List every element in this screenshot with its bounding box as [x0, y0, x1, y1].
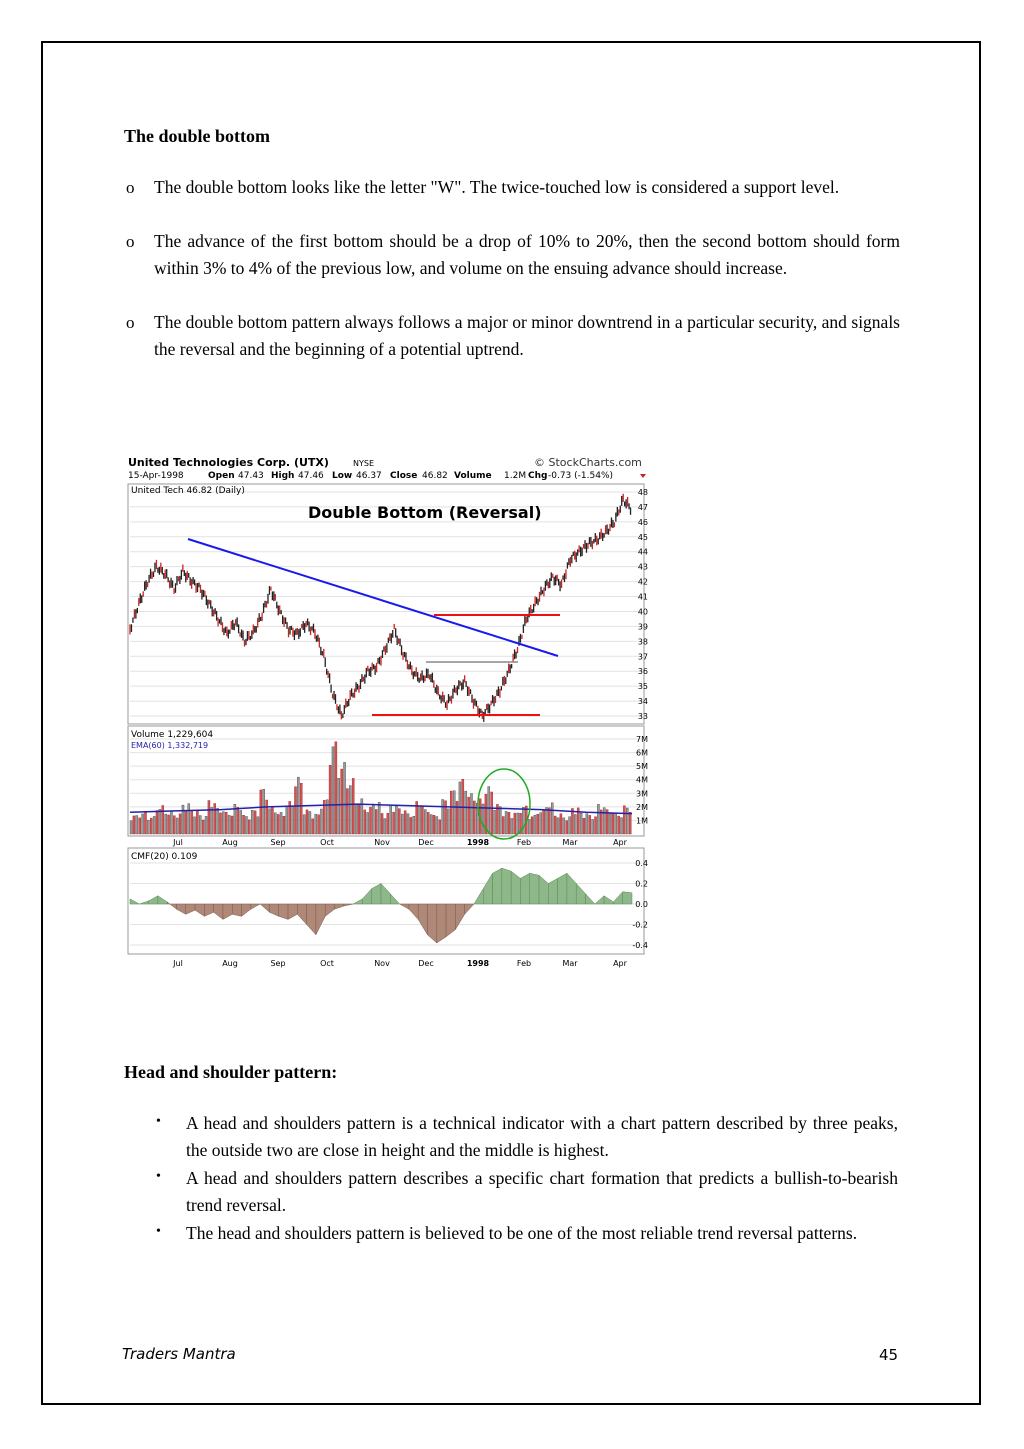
volume-bar: [574, 814, 576, 834]
price-tick-label: 36: [637, 667, 648, 677]
volume-bar: [165, 814, 167, 834]
cmf-area-segment: [232, 904, 241, 916]
pattern-title: Double Bottom (Reversal): [308, 503, 542, 522]
volume-bar: [277, 814, 279, 834]
volume-bar: [243, 815, 245, 834]
page-number: 45: [879, 1346, 899, 1364]
cmf-area-segment: [437, 904, 446, 943]
x-tick-label: Jul: [173, 838, 183, 847]
volume-bar: [338, 778, 340, 834]
chg-value: -0.73 (-1.54%): [548, 471, 614, 481]
volume-bar: [191, 811, 193, 834]
volume-bar: [335, 742, 337, 834]
volume-bar: [499, 807, 501, 834]
volume-bar: [502, 817, 504, 834]
volume-tick-label: 4M: [636, 775, 648, 785]
volume-bar: [263, 789, 265, 834]
cmf-tick-label: 0.0: [635, 900, 648, 909]
volume-bar: [144, 813, 146, 834]
volume-bar: [294, 787, 296, 834]
volume-bar: [439, 820, 441, 834]
volume-bar: [488, 787, 490, 834]
low-value: 46.37: [356, 471, 382, 481]
volume-bar: [254, 811, 256, 834]
low-label: Low: [332, 471, 353, 481]
volume-bar: [626, 808, 628, 834]
volume-bar: [349, 786, 351, 834]
x-tick-label: Nov: [374, 838, 390, 847]
price-tick-label: 39: [637, 622, 648, 632]
bullet-marker: •: [156, 1114, 161, 1129]
volume-bar: [185, 811, 187, 834]
price-tick-label: 44: [637, 547, 648, 557]
volume-bar: [543, 810, 545, 834]
paragraph: The advance of the first bottom should be a drop of 10% to 20%, then the second bottom should form within 3% to 4% of the previous low, and volume on the ensuing advance should increase.: [154, 231, 900, 278]
chg-label: Chg: [528, 471, 548, 481]
x-tick-label: Aug: [222, 838, 238, 847]
volume-tick-label: 3M: [636, 789, 648, 799]
close-value: 46.82: [422, 471, 448, 481]
volume-bar: [341, 769, 343, 834]
volume-tick-label: 6M: [636, 748, 648, 758]
volume-bar: [257, 817, 259, 834]
cmf-area-segment: [530, 873, 539, 904]
volume-bar: [318, 815, 320, 834]
volume-bar: [609, 813, 611, 834]
cmf-tick-label: 0.4: [635, 859, 648, 868]
volume-bar: [571, 808, 573, 834]
volume-bar: [343, 762, 345, 834]
volume-bar: [237, 807, 239, 834]
price-tick-label: 48: [637, 488, 648, 497]
volume-bar: [537, 814, 539, 834]
paragraph: A head and shoulders pattern is a technical indicator with a chart pattern described by three peaks, the outside two are close in height and the middle is highest.: [186, 1113, 898, 1160]
chart-exchange: NYSE: [353, 459, 375, 468]
price-tick-label: 43: [637, 562, 648, 572]
volume-bar: [217, 808, 219, 834]
high-label: High: [271, 471, 295, 481]
volume-tick-label: 1M: [636, 816, 648, 826]
volume-bar: [390, 805, 392, 834]
x-tick-label: Dec: [418, 838, 434, 847]
stock-chart-svg: [126, 452, 650, 972]
cmf-area-segment: [520, 873, 529, 904]
x-tick-label: 1998: [466, 838, 490, 847]
volume-bar: [156, 811, 158, 834]
bullet-marker: •: [156, 1224, 161, 1239]
volume-bar: [387, 813, 389, 834]
volume-bar: [378, 802, 380, 834]
volume-bar: [193, 817, 195, 834]
bullet-marker: •: [156, 1169, 161, 1184]
volume-bar: [629, 812, 631, 834]
volume-bar: [199, 816, 201, 834]
volume-legend: Volume 1,229,604: [131, 730, 214, 740]
volume-bar: [540, 813, 542, 834]
volume-bar: [271, 807, 273, 834]
volume-bar: [219, 813, 221, 834]
volume-bar: [222, 812, 224, 834]
paragraph: A head and shoulders pattern describes a specific chart formation that predicts a bullish-to-bearish trend reversal.: [186, 1168, 898, 1215]
high-value: 47.46: [298, 471, 324, 481]
volume-bar: [623, 806, 625, 834]
volume-bar: [179, 814, 181, 834]
x-tick-label: Dec: [418, 959, 434, 968]
volume-bar: [283, 816, 285, 834]
paragraph: The double bottom pattern always follows a major or minor downtrend in a particular security, and signals the reversal and the beginning of a potential uptrend.: [154, 312, 900, 359]
volume-bar: [173, 816, 175, 834]
volume-bar: [205, 816, 207, 834]
price-tick-label: 38: [637, 637, 648, 647]
volume-bar: [407, 814, 409, 834]
volume-bar: [260, 790, 262, 834]
volume-bar: [176, 818, 178, 834]
volume-bar: [583, 818, 585, 834]
close-label: Close: [390, 471, 418, 481]
volume-bar: [393, 812, 395, 834]
volume-bar: [600, 810, 602, 834]
volume-bar: [306, 810, 308, 834]
volume-bar: [346, 789, 348, 834]
volume-bar: [384, 819, 386, 834]
volume-bar: [292, 806, 294, 834]
volume-bar: [586, 814, 588, 834]
volume-value: 1.2M: [504, 471, 527, 481]
price-tick-label: 46: [637, 517, 648, 527]
volume-bar: [274, 813, 276, 834]
volume-bar: [312, 819, 314, 834]
price-tick-label: 41: [637, 592, 648, 602]
volume-bar: [367, 812, 369, 834]
volume-bar: [320, 809, 322, 834]
volume-bar: [465, 791, 467, 834]
volume-bar: [531, 817, 533, 834]
volume-bar: [202, 820, 204, 834]
volume-bar: [456, 801, 458, 834]
open-label: Open: [208, 471, 235, 481]
volume-bar: [618, 816, 620, 834]
volume-bar: [372, 804, 374, 834]
volume-bar: [615, 814, 617, 834]
volume-bar: [554, 816, 556, 834]
cmf-area-segment: [502, 868, 511, 904]
cmf-legend: CMF(20) 0.109: [131, 852, 198, 862]
volume-bar: [168, 815, 170, 834]
volume-bar: [603, 808, 605, 834]
price-tick-label: 37: [637, 652, 648, 662]
volume-bar: [133, 816, 135, 834]
price-tick-label: 34: [637, 697, 648, 707]
volume-bar: [511, 818, 513, 834]
volume-bar: [424, 810, 426, 834]
volume-bar: [358, 805, 360, 834]
volume-bar: [182, 805, 184, 834]
volume-bar: [130, 821, 132, 834]
volume-bar: [401, 814, 403, 834]
volume-bar: [468, 797, 470, 834]
volume-bar: [147, 820, 149, 834]
section-heading-double-bottom: The double bottom: [124, 126, 271, 146]
x-tick-label: Mar: [562, 959, 578, 968]
volume-bar: [136, 816, 138, 834]
volume-bar: [620, 818, 622, 834]
x-tick-label: Feb: [516, 959, 532, 968]
price-tick-label: 33: [637, 712, 648, 721]
price-legend: United Tech 46.82 (Daily): [131, 486, 245, 496]
cmf-tick-label: -0.4: [632, 941, 648, 950]
volume-bar: [150, 818, 152, 834]
volume-bar: [159, 809, 161, 834]
volume-bar: [355, 804, 357, 834]
cmf-tick-label: -0.2: [632, 920, 648, 930]
volume-bar: [592, 819, 594, 834]
x-tick-label: Feb: [516, 838, 532, 847]
volume-bar: [395, 806, 397, 834]
volume-bar: [430, 815, 432, 834]
volume-bar: [589, 815, 591, 834]
volume-bar: [548, 808, 550, 834]
volume-bar: [563, 818, 565, 834]
cmf-area-segment: [493, 868, 502, 904]
volume-bar: [231, 816, 233, 834]
x-tick-label: Oct: [320, 959, 334, 968]
bullet-marker: o: [126, 232, 135, 251]
volume-tick-label: 5M: [636, 762, 648, 772]
open-value: 47.43: [238, 471, 264, 481]
volume-bar: [268, 809, 270, 834]
price-tick-label: 42: [637, 577, 648, 587]
volume-bar: [410, 817, 412, 834]
section-heading-head-and-shoulder: Head and shoulder pattern:: [124, 1062, 338, 1082]
volume-tick-label: 7M: [636, 735, 648, 744]
chart-brand: © StockCharts.com: [534, 456, 642, 469]
volume-bar: [300, 783, 302, 834]
volume-bar: [444, 801, 446, 834]
volume-bar: [375, 809, 377, 834]
volume-bar: [196, 811, 198, 834]
volume-bar: [447, 809, 449, 834]
volume-bar: [240, 810, 242, 834]
paragraph: The double bottom looks like the letter "W". The twice-touched low is considered a support level.: [154, 177, 840, 197]
volume-bar: [211, 807, 213, 834]
volume-bar: [214, 803, 216, 834]
volume-bar: [442, 799, 444, 834]
price-tick-label: 40: [637, 607, 648, 617]
volume-bar: [421, 807, 423, 834]
chart-header-title: United Technologies Corp. (UTX): [128, 456, 329, 469]
volume-bar: [427, 812, 429, 834]
volume-bar: [560, 814, 562, 834]
volume-bar: [286, 806, 288, 834]
volume-bar: [528, 819, 530, 834]
stock-chart: [126, 452, 650, 972]
volume-bar: [228, 815, 230, 834]
volume-bar: [450, 791, 452, 834]
cmf-area-segment: [558, 873, 567, 904]
volume-bar: [413, 816, 415, 834]
volume-bar: [329, 765, 331, 834]
volume-bar: [225, 812, 227, 834]
volume-bar: [309, 811, 311, 834]
volume-bar: [545, 808, 547, 834]
volume-bar: [491, 792, 493, 834]
price-tick-label: 45: [637, 532, 648, 542]
volume-bar: [139, 818, 141, 834]
volume-bar: [303, 815, 305, 834]
volume-bar: [566, 821, 568, 834]
volume-bar: [369, 807, 371, 834]
volume-bar: [153, 816, 155, 834]
volume-tick-label: 2M: [636, 802, 648, 812]
volume-bar: [381, 813, 383, 834]
price-tick-label: 47: [637, 502, 648, 512]
ema-legend: EMA(60) 1,332,719: [131, 741, 209, 750]
volume-bar: [459, 782, 461, 834]
volume-bar: [364, 810, 366, 834]
volume-bar: [569, 817, 571, 834]
volume-label: Volume: [454, 471, 492, 481]
x-tick-label: Apr: [613, 959, 627, 968]
volume-bar: [522, 807, 524, 834]
volume-bar: [266, 800, 268, 834]
volume-bar: [280, 812, 282, 834]
volume-bar: [315, 814, 317, 834]
x-tick-label: Sep: [270, 959, 286, 968]
volume-bar: [142, 814, 144, 834]
x-tick-label: Mar: [562, 838, 578, 847]
chart-date: 15-Apr-1998: [128, 471, 184, 481]
volume-bar: [419, 806, 421, 834]
volume-bar: [470, 794, 472, 834]
x-tick-label: Nov: [374, 959, 390, 968]
paragraph: The head and shoulders pattern is believed to be one of the most reliable trend reversal patterns.: [186, 1223, 858, 1243]
x-tick-label: 1998: [466, 959, 490, 968]
volume-bar: [494, 810, 496, 834]
volume-bar: [505, 811, 507, 834]
volume-bar: [404, 811, 406, 834]
bullet-marker: o: [126, 313, 135, 332]
volume-bar: [398, 809, 400, 834]
x-tick-label: Sep: [270, 838, 286, 847]
cmf-tick-label: 0.2: [635, 879, 648, 889]
volume-bar: [517, 813, 519, 834]
price-tick-label: 35: [637, 682, 648, 692]
volume-bar: [580, 813, 582, 834]
x-tick-label: Jul: [173, 959, 183, 968]
footer-title: Traders Mantra: [122, 1345, 236, 1363]
volume-bar: [594, 817, 596, 834]
volume-bar: [612, 813, 614, 834]
volume-bar: [557, 818, 559, 834]
volume-bar: [534, 815, 536, 834]
volume-bar: [162, 806, 164, 834]
volume-bar: [551, 803, 553, 834]
x-tick-label: Aug: [222, 959, 238, 968]
volume-bar: [251, 810, 253, 834]
volume-bar: [453, 791, 455, 834]
volume-bar: [473, 801, 475, 834]
x-tick-label: Apr: [613, 838, 627, 847]
volume-bar: [170, 811, 172, 834]
bullet-marker: o: [126, 178, 135, 197]
volume-bar: [508, 812, 510, 834]
volume-bar: [208, 801, 210, 834]
volume-bar: [332, 747, 334, 834]
cmf-area-segment: [623, 892, 632, 904]
x-tick-label: Oct: [320, 838, 334, 847]
volume-bar: [188, 804, 190, 834]
volume-bar: [245, 816, 247, 834]
volume-bar: [597, 804, 599, 834]
volume-bar: [352, 778, 354, 834]
volume-bar: [514, 813, 516, 834]
volume-bar: [433, 815, 435, 834]
volume-bar: [248, 820, 250, 834]
volume-bar: [436, 817, 438, 834]
